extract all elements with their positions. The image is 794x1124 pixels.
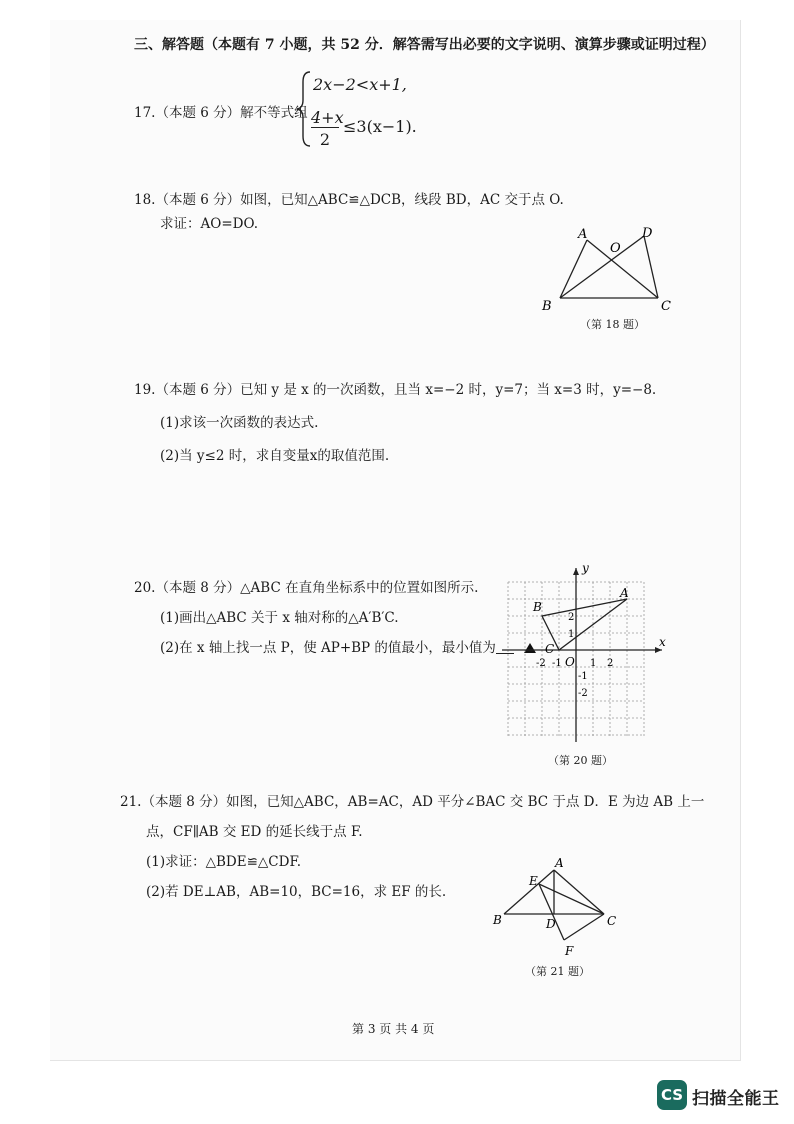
q18-caption: （第 18 题）	[580, 318, 645, 331]
tick-y1: 1	[568, 629, 575, 640]
q21-caption: （第 21 题）	[525, 965, 590, 978]
q21-line1: 21.（本题 8 分）如图，已知△ABC，AB=AC，AD 平分∠BAC 交 BC 于点 D．E 为边 AB 上一	[120, 794, 705, 810]
seg-ec	[539, 884, 604, 914]
q21-line2: 点，CF∥AB 交 ED 的延长线于点 F.	[146, 824, 363, 840]
label-e: E	[529, 874, 538, 888]
q19-line1: 19.（本题 6 分）已知 y 是 x 的一次函数，且当 x=−2 时，y=7；当 x=3 时，y=−8.	[134, 382, 657, 398]
q18-line2: 求证：AO=DO.	[160, 216, 259, 232]
point-a-label: A	[620, 586, 629, 600]
axis-x-label: x	[659, 635, 666, 649]
seg-ef	[539, 884, 564, 940]
tick-yneg2: -2	[578, 688, 588, 699]
label-a: A	[555, 856, 564, 870]
q21-figure	[488, 856, 628, 962]
q17-ineq1: 2x−2<x+1,	[313, 75, 407, 94]
origin-label: O	[565, 655, 575, 669]
q19-part1: (1)求该一次函数的表达式.	[160, 415, 319, 431]
tick-yneg1: -1	[578, 671, 588, 682]
camscanner-logo-icon: CS	[657, 1080, 687, 1110]
q19-part2: (2)当 y≤2 时，求自变量x的取值范围.	[160, 448, 390, 464]
q17-frac-den: 2	[319, 130, 331, 149]
tick-neg1: -1	[552, 658, 562, 669]
label-c: C	[607, 914, 617, 928]
q21-part1: (1)求证：△BDE≌△CDF.	[146, 854, 302, 870]
camscanner-app-name: 扫描全能王	[692, 1089, 780, 1109]
q20-part2-text: (2)在 x 轴上找一点 P，使 AP+BP 的值最小，最小值为	[160, 640, 496, 656]
point-b-label: B	[533, 600, 542, 614]
q17-frac-line	[311, 127, 339, 128]
label-a: A	[578, 227, 588, 242]
seg-cf	[564, 914, 604, 940]
q20-part2	[160, 639, 536, 657]
axis-y-label: y	[582, 561, 589, 575]
exam-sheet	[50, 20, 741, 1061]
tick-2: 2	[607, 658, 614, 669]
label-f: F	[565, 944, 574, 958]
q18-figure	[530, 222, 680, 322]
label-b: B	[493, 913, 502, 927]
q17-label: 17.（本题 6 分）解不等式组	[134, 105, 308, 121]
q17-ineq2-rest: ≤3(x−1).	[343, 117, 417, 136]
triangle-abc	[542, 599, 627, 650]
q20-part1: (1)画出△ABC 关于 x 轴对称的△A′B′C.	[160, 610, 399, 626]
q20-caption: （第 20 题）	[548, 754, 613, 767]
label-d: D	[546, 917, 556, 931]
seg-ab	[560, 240, 587, 298]
seg-ac	[554, 870, 604, 914]
label-o: O	[610, 241, 621, 256]
q18-line1: 18.（本题 6 分）如图，已知△ABC≌△DCB，线段 BD，AC 交于点 O.	[134, 192, 564, 208]
q20-grid-figure	[496, 560, 671, 745]
label-d: D	[642, 226, 653, 241]
seg-db	[560, 236, 644, 298]
tick-y2: 2	[568, 612, 575, 623]
label-b: B	[542, 299, 552, 314]
tick-neg2: -2	[536, 658, 546, 669]
page-footer: 第 3 页 共 4 页	[352, 1022, 435, 1036]
q17-frac-num: 4+x	[311, 108, 344, 127]
point-c-label: C	[545, 642, 555, 656]
q21-part2: (2)若 DE⊥AB，AB=10，BC=16，求 EF 的长.	[146, 884, 447, 900]
y-axis-arrow-icon	[573, 568, 579, 575]
tick-1: 1	[590, 658, 597, 669]
q20-line1: 20.（本题 8 分）△ABC 在直角坐标系中的位置如图所示.	[134, 580, 479, 596]
label-c: C	[661, 299, 671, 314]
section-heading: 三、解答题（本题有 7 小题，共 52 分．解答需写出必要的文字说明、演算步骤或证明过程）	[134, 37, 715, 53]
